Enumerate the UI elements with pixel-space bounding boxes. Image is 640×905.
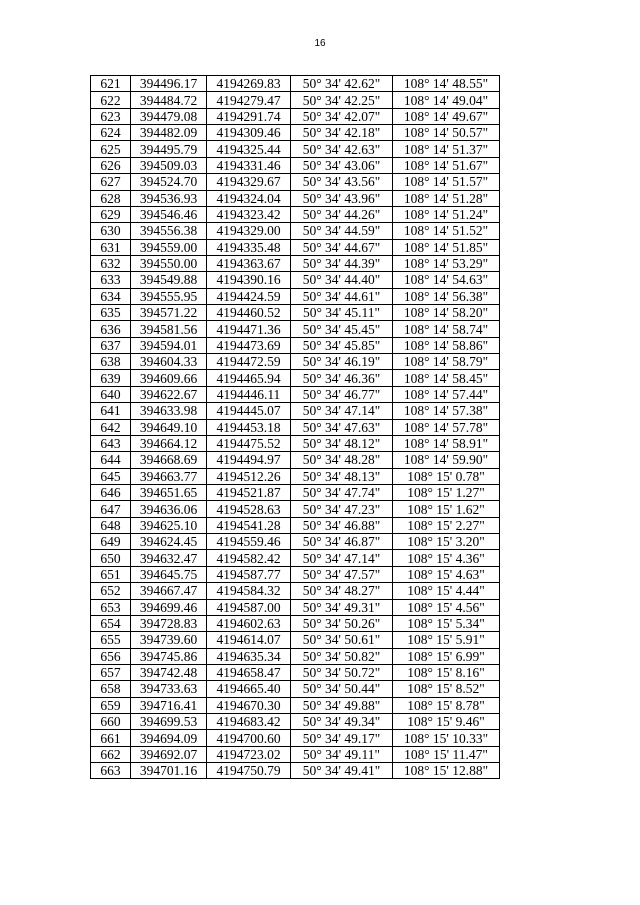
x-coordinate-cell: 394609.66 (131, 370, 207, 386)
latitude-cell: 50° 34' 45.85" (291, 337, 393, 353)
longitude-cell: 108° 15' 2.27" (393, 517, 500, 533)
longitude-cell: 108° 14' 57.44" (393, 386, 500, 402)
x-coordinate-cell: 394699.46 (131, 599, 207, 615)
latitude-cell: 50° 34' 44.67" (291, 239, 393, 255)
table-row (91, 108, 500, 124)
y-coordinate-cell: 4194279.47 (207, 92, 291, 108)
point-number-cell: 628 (91, 190, 131, 206)
latitude-cell: 50° 34' 49.11" (291, 746, 393, 762)
y-coordinate-cell: 4194363.67 (207, 255, 291, 271)
x-coordinate-cell: 394632.47 (131, 550, 207, 566)
longitude-cell: 108° 14' 58.86" (393, 337, 500, 353)
table-row (91, 632, 500, 648)
x-coordinate-cell: 394739.60 (131, 632, 207, 648)
table-row (91, 157, 500, 173)
longitude-cell: 108° 14' 49.04" (393, 92, 500, 108)
longitude-cell: 108° 14' 57.78" (393, 419, 500, 435)
x-coordinate-cell: 394668.69 (131, 452, 207, 468)
y-coordinate-cell: 4194473.69 (207, 337, 291, 353)
x-coordinate-cell: 394645.75 (131, 566, 207, 582)
longitude-cell: 108° 15' 1.62" (393, 501, 500, 517)
y-coordinate-cell: 4194329.00 (207, 223, 291, 239)
longitude-cell: 108° 14' 51.37" (393, 141, 500, 157)
latitude-cell: 50° 34' 50.61" (291, 632, 393, 648)
table-row (91, 419, 500, 435)
latitude-cell: 50° 34' 42.63" (291, 141, 393, 157)
table-row (91, 697, 500, 713)
latitude-cell: 50° 34' 50.72" (291, 664, 393, 680)
longitude-cell: 108° 14' 58.20" (393, 305, 500, 321)
table-row (91, 648, 500, 664)
latitude-cell: 50° 34' 48.13" (291, 468, 393, 484)
point-number-cell: 663 (91, 763, 131, 779)
y-coordinate-cell: 4194587.77 (207, 566, 291, 582)
point-number-cell: 627 (91, 174, 131, 190)
table-row (91, 337, 500, 353)
table-row (91, 223, 500, 239)
y-coordinate-cell: 4194329.67 (207, 174, 291, 190)
x-coordinate-cell: 394604.33 (131, 354, 207, 370)
point-number-cell: 641 (91, 403, 131, 419)
point-number-cell: 654 (91, 615, 131, 631)
y-coordinate-cell: 4194587.00 (207, 599, 291, 615)
latitude-cell: 50° 34' 46.88" (291, 517, 393, 533)
table-row (91, 583, 500, 599)
table-row (91, 517, 500, 533)
latitude-cell: 50° 34' 50.82" (291, 648, 393, 664)
table-row (91, 484, 500, 500)
y-coordinate-cell: 4194521.87 (207, 484, 291, 500)
y-coordinate-cell: 4194683.42 (207, 714, 291, 730)
latitude-cell: 50° 34' 46.36" (291, 370, 393, 386)
y-coordinate-cell: 4194323.42 (207, 206, 291, 222)
y-coordinate-cell: 4194670.30 (207, 697, 291, 713)
x-coordinate-cell: 394636.06 (131, 501, 207, 517)
point-number-cell: 630 (91, 223, 131, 239)
longitude-cell: 108° 15' 8.52" (393, 681, 500, 697)
x-coordinate-cell: 394594.01 (131, 337, 207, 353)
y-coordinate-cell: 4194528.63 (207, 501, 291, 517)
point-number-cell: 631 (91, 239, 131, 255)
longitude-cell: 108° 14' 58.91" (393, 435, 500, 451)
y-coordinate-cell: 4194465.94 (207, 370, 291, 386)
longitude-cell: 108° 15' 11.47" (393, 746, 500, 762)
table-row (91, 305, 500, 321)
point-number-cell: 657 (91, 664, 131, 680)
table-row (91, 566, 500, 582)
y-coordinate-cell: 4194324.04 (207, 190, 291, 206)
x-coordinate-cell: 394667.47 (131, 583, 207, 599)
y-coordinate-cell: 4194475.52 (207, 435, 291, 451)
point-number-cell: 645 (91, 468, 131, 484)
point-number-cell: 661 (91, 730, 131, 746)
point-number-cell: 650 (91, 550, 131, 566)
point-number-cell: 647 (91, 501, 131, 517)
longitude-cell: 108° 14' 51.28" (393, 190, 500, 206)
point-number-cell: 652 (91, 583, 131, 599)
latitude-cell: 50° 34' 49.41" (291, 763, 393, 779)
point-number-cell: 623 (91, 108, 131, 124)
table-row (91, 452, 500, 468)
point-number-cell: 632 (91, 255, 131, 271)
latitude-cell: 50° 34' 47.23" (291, 501, 393, 517)
x-coordinate-cell: 394694.09 (131, 730, 207, 746)
latitude-cell: 50° 34' 49.88" (291, 697, 393, 713)
point-number-cell: 649 (91, 534, 131, 550)
y-coordinate-cell: 4194269.83 (207, 76, 291, 92)
table-row (91, 206, 500, 222)
latitude-cell: 50° 34' 42.18" (291, 125, 393, 141)
x-coordinate-cell: 394479.08 (131, 108, 207, 124)
latitude-cell: 50° 34' 42.07" (291, 108, 393, 124)
table-row (91, 125, 500, 141)
x-coordinate-cell: 394664.12 (131, 435, 207, 451)
table-row (91, 190, 500, 206)
x-coordinate-cell: 394509.03 (131, 157, 207, 173)
point-number-cell: 634 (91, 288, 131, 304)
y-coordinate-cell: 4194453.18 (207, 419, 291, 435)
table-row (91, 174, 500, 190)
longitude-cell: 108° 14' 51.24" (393, 206, 500, 222)
x-coordinate-cell: 394692.07 (131, 746, 207, 762)
x-coordinate-cell: 394745.86 (131, 648, 207, 664)
point-number-cell: 658 (91, 681, 131, 697)
y-coordinate-cell: 4194541.28 (207, 517, 291, 533)
latitude-cell: 50° 34' 44.26" (291, 206, 393, 222)
y-coordinate-cell: 4194424.59 (207, 288, 291, 304)
x-coordinate-cell: 394482.09 (131, 125, 207, 141)
point-number-cell: 648 (91, 517, 131, 533)
point-number-cell: 646 (91, 484, 131, 500)
x-coordinate-cell: 394733.63 (131, 681, 207, 697)
table-row (91, 92, 500, 108)
table-row (91, 435, 500, 451)
longitude-cell: 108° 14' 59.90" (393, 452, 500, 468)
table-row (91, 272, 500, 288)
x-coordinate-cell: 394559.00 (131, 239, 207, 255)
longitude-cell: 108° 15' 4.44" (393, 583, 500, 599)
point-number-cell: 639 (91, 370, 131, 386)
table-row (91, 615, 500, 631)
x-coordinate-cell: 394649.10 (131, 419, 207, 435)
point-number-cell: 625 (91, 141, 131, 157)
y-coordinate-cell: 4194614.07 (207, 632, 291, 648)
point-number-cell: 642 (91, 419, 131, 435)
x-coordinate-cell: 394701.16 (131, 763, 207, 779)
longitude-cell: 108° 15' 8.16" (393, 664, 500, 680)
table-row (91, 599, 500, 615)
latitude-cell: 50° 34' 46.77" (291, 386, 393, 402)
y-coordinate-cell: 4194665.40 (207, 681, 291, 697)
longitude-cell: 108° 14' 57.38" (393, 403, 500, 419)
table-row (91, 321, 500, 337)
x-coordinate-cell: 394536.93 (131, 190, 207, 206)
latitude-cell: 50° 34' 47.14" (291, 550, 393, 566)
y-coordinate-cell: 4194635.34 (207, 648, 291, 664)
point-number-cell: 640 (91, 386, 131, 402)
x-coordinate-cell: 394663.77 (131, 468, 207, 484)
x-coordinate-cell: 394524.70 (131, 174, 207, 190)
x-coordinate-cell: 394555.95 (131, 288, 207, 304)
y-coordinate-cell: 4194445.07 (207, 403, 291, 419)
y-coordinate-cell: 4194331.46 (207, 157, 291, 173)
latitude-cell: 50° 34' 44.39" (291, 255, 393, 271)
point-number-cell: 624 (91, 125, 131, 141)
point-number-cell: 638 (91, 354, 131, 370)
latitude-cell: 50° 34' 50.44" (291, 681, 393, 697)
y-coordinate-cell: 4194582.42 (207, 550, 291, 566)
latitude-cell: 50° 34' 48.27" (291, 583, 393, 599)
y-coordinate-cell: 4194494.97 (207, 452, 291, 468)
longitude-cell: 108° 15' 3.20" (393, 534, 500, 550)
x-coordinate-cell: 394550.00 (131, 255, 207, 271)
latitude-cell: 50° 34' 48.12" (291, 435, 393, 451)
point-number-cell: 651 (91, 566, 131, 582)
longitude-cell: 108° 14' 50.57" (393, 125, 500, 141)
longitude-cell: 108° 15' 8.78" (393, 697, 500, 713)
coordinates-table (90, 75, 500, 779)
point-number-cell: 637 (91, 337, 131, 353)
latitude-cell: 50° 34' 49.31" (291, 599, 393, 615)
longitude-cell: 108° 15' 4.63" (393, 566, 500, 582)
x-coordinate-cell: 394624.45 (131, 534, 207, 550)
longitude-cell: 108° 15' 5.34" (393, 615, 500, 631)
y-coordinate-cell: 4194390.16 (207, 272, 291, 288)
y-coordinate-cell: 4194584.32 (207, 583, 291, 599)
point-number-cell: 633 (91, 272, 131, 288)
point-number-cell: 629 (91, 206, 131, 222)
latitude-cell: 50° 34' 45.11" (291, 305, 393, 321)
x-coordinate-cell: 394496.17 (131, 76, 207, 92)
point-number-cell: 655 (91, 632, 131, 648)
latitude-cell: 50° 34' 43.06" (291, 157, 393, 173)
longitude-cell: 108° 14' 51.67" (393, 157, 500, 173)
latitude-cell: 50° 34' 48.28" (291, 452, 393, 468)
table-row (91, 386, 500, 402)
x-coordinate-cell: 394495.79 (131, 141, 207, 157)
table-row (91, 746, 500, 762)
table-row (91, 288, 500, 304)
x-coordinate-cell: 394484.72 (131, 92, 207, 108)
page-number: 16 (314, 38, 326, 49)
y-coordinate-cell: 4194602.63 (207, 615, 291, 631)
point-number-cell: 621 (91, 76, 131, 92)
y-coordinate-cell: 4194723.02 (207, 746, 291, 762)
longitude-cell: 108° 14' 54.63" (393, 272, 500, 288)
x-coordinate-cell: 394716.41 (131, 697, 207, 713)
table-row (91, 534, 500, 550)
latitude-cell: 50° 34' 42.62" (291, 76, 393, 92)
x-coordinate-cell: 394556.38 (131, 223, 207, 239)
y-coordinate-cell: 4194446.11 (207, 386, 291, 402)
point-number-cell: 644 (91, 452, 131, 468)
x-coordinate-cell: 394728.83 (131, 615, 207, 631)
longitude-cell: 108° 15' 4.36" (393, 550, 500, 566)
latitude-cell: 50° 34' 49.17" (291, 730, 393, 746)
x-coordinate-cell: 394633.98 (131, 403, 207, 419)
point-number-cell: 626 (91, 157, 131, 173)
latitude-cell: 50° 34' 46.87" (291, 534, 393, 550)
longitude-cell: 108° 14' 51.85" (393, 239, 500, 255)
longitude-cell: 108° 15' 6.99" (393, 648, 500, 664)
table-row (91, 681, 500, 697)
latitude-cell: 50° 34' 43.56" (291, 174, 393, 190)
table-row (91, 76, 500, 92)
y-coordinate-cell: 4194472.59 (207, 354, 291, 370)
latitude-cell: 50° 34' 49.34" (291, 714, 393, 730)
x-coordinate-cell: 394651.65 (131, 484, 207, 500)
longitude-cell: 108° 14' 48.55" (393, 76, 500, 92)
table-row (91, 239, 500, 255)
x-coordinate-cell: 394549.88 (131, 272, 207, 288)
table-row (91, 550, 500, 566)
y-coordinate-cell: 4194700.60 (207, 730, 291, 746)
x-coordinate-cell: 394581.56 (131, 321, 207, 337)
point-number-cell: 662 (91, 746, 131, 762)
x-coordinate-cell: 394742.48 (131, 664, 207, 680)
table-row (91, 730, 500, 746)
longitude-cell: 108° 14' 51.57" (393, 174, 500, 190)
longitude-cell: 108° 15' 1.27" (393, 484, 500, 500)
x-coordinate-cell: 394699.53 (131, 714, 207, 730)
y-coordinate-cell: 4194309.46 (207, 125, 291, 141)
point-number-cell: 659 (91, 697, 131, 713)
point-number-cell: 643 (91, 435, 131, 451)
table-row (91, 403, 500, 419)
longitude-cell: 108° 15' 12.88" (393, 763, 500, 779)
table-row (91, 664, 500, 680)
latitude-cell: 50° 34' 50.26" (291, 615, 393, 631)
x-coordinate-cell: 394622.67 (131, 386, 207, 402)
table-row (91, 714, 500, 730)
latitude-cell: 50° 34' 43.96" (291, 190, 393, 206)
y-coordinate-cell: 4194471.36 (207, 321, 291, 337)
table-row (91, 141, 500, 157)
y-coordinate-cell: 4194512.26 (207, 468, 291, 484)
table-row (91, 763, 500, 779)
y-coordinate-cell: 4194658.47 (207, 664, 291, 680)
latitude-cell: 50° 34' 46.19" (291, 354, 393, 370)
longitude-cell: 108° 14' 56.38" (393, 288, 500, 304)
latitude-cell: 50° 34' 44.40" (291, 272, 393, 288)
longitude-cell: 108° 14' 49.67" (393, 108, 500, 124)
y-coordinate-cell: 4194460.52 (207, 305, 291, 321)
latitude-cell: 50° 34' 42.25" (291, 92, 393, 108)
latitude-cell: 50° 34' 44.61" (291, 288, 393, 304)
table-row (91, 501, 500, 517)
x-coordinate-cell: 394571.22 (131, 305, 207, 321)
latitude-cell: 50° 34' 47.63" (291, 419, 393, 435)
longitude-cell: 108° 15' 5.91" (393, 632, 500, 648)
coordinates-table-body (91, 76, 500, 779)
latitude-cell: 50° 34' 44.59" (291, 223, 393, 239)
longitude-cell: 108° 14' 53.29" (393, 255, 500, 271)
latitude-cell: 50° 34' 47.57" (291, 566, 393, 582)
longitude-cell: 108° 14' 51.52" (393, 223, 500, 239)
point-number-cell: 656 (91, 648, 131, 664)
longitude-cell: 108° 15' 0.78" (393, 468, 500, 484)
table-row (91, 354, 500, 370)
x-coordinate-cell: 394546.46 (131, 206, 207, 222)
longitude-cell: 108° 15' 4.56" (393, 599, 500, 615)
table-row (91, 370, 500, 386)
y-coordinate-cell: 4194325.44 (207, 141, 291, 157)
x-coordinate-cell: 394625.10 (131, 517, 207, 533)
longitude-cell: 108° 14' 58.74" (393, 321, 500, 337)
latitude-cell: 50° 34' 47.74" (291, 484, 393, 500)
table-row (91, 468, 500, 484)
y-coordinate-cell: 4194750.79 (207, 763, 291, 779)
latitude-cell: 50° 34' 45.45" (291, 321, 393, 337)
table-row (91, 255, 500, 271)
longitude-cell: 108° 14' 58.79" (393, 354, 500, 370)
point-number-cell: 635 (91, 305, 131, 321)
point-number-cell: 653 (91, 599, 131, 615)
point-number-cell: 660 (91, 714, 131, 730)
latitude-cell: 50° 34' 47.14" (291, 403, 393, 419)
y-coordinate-cell: 4194559.46 (207, 534, 291, 550)
longitude-cell: 108° 14' 58.45" (393, 370, 500, 386)
point-number-cell: 636 (91, 321, 131, 337)
point-number-cell: 622 (91, 92, 131, 108)
y-coordinate-cell: 4194291.74 (207, 108, 291, 124)
longitude-cell: 108° 15' 10.33" (393, 730, 500, 746)
longitude-cell: 108° 15' 9.46" (393, 714, 500, 730)
y-coordinate-cell: 4194335.48 (207, 239, 291, 255)
